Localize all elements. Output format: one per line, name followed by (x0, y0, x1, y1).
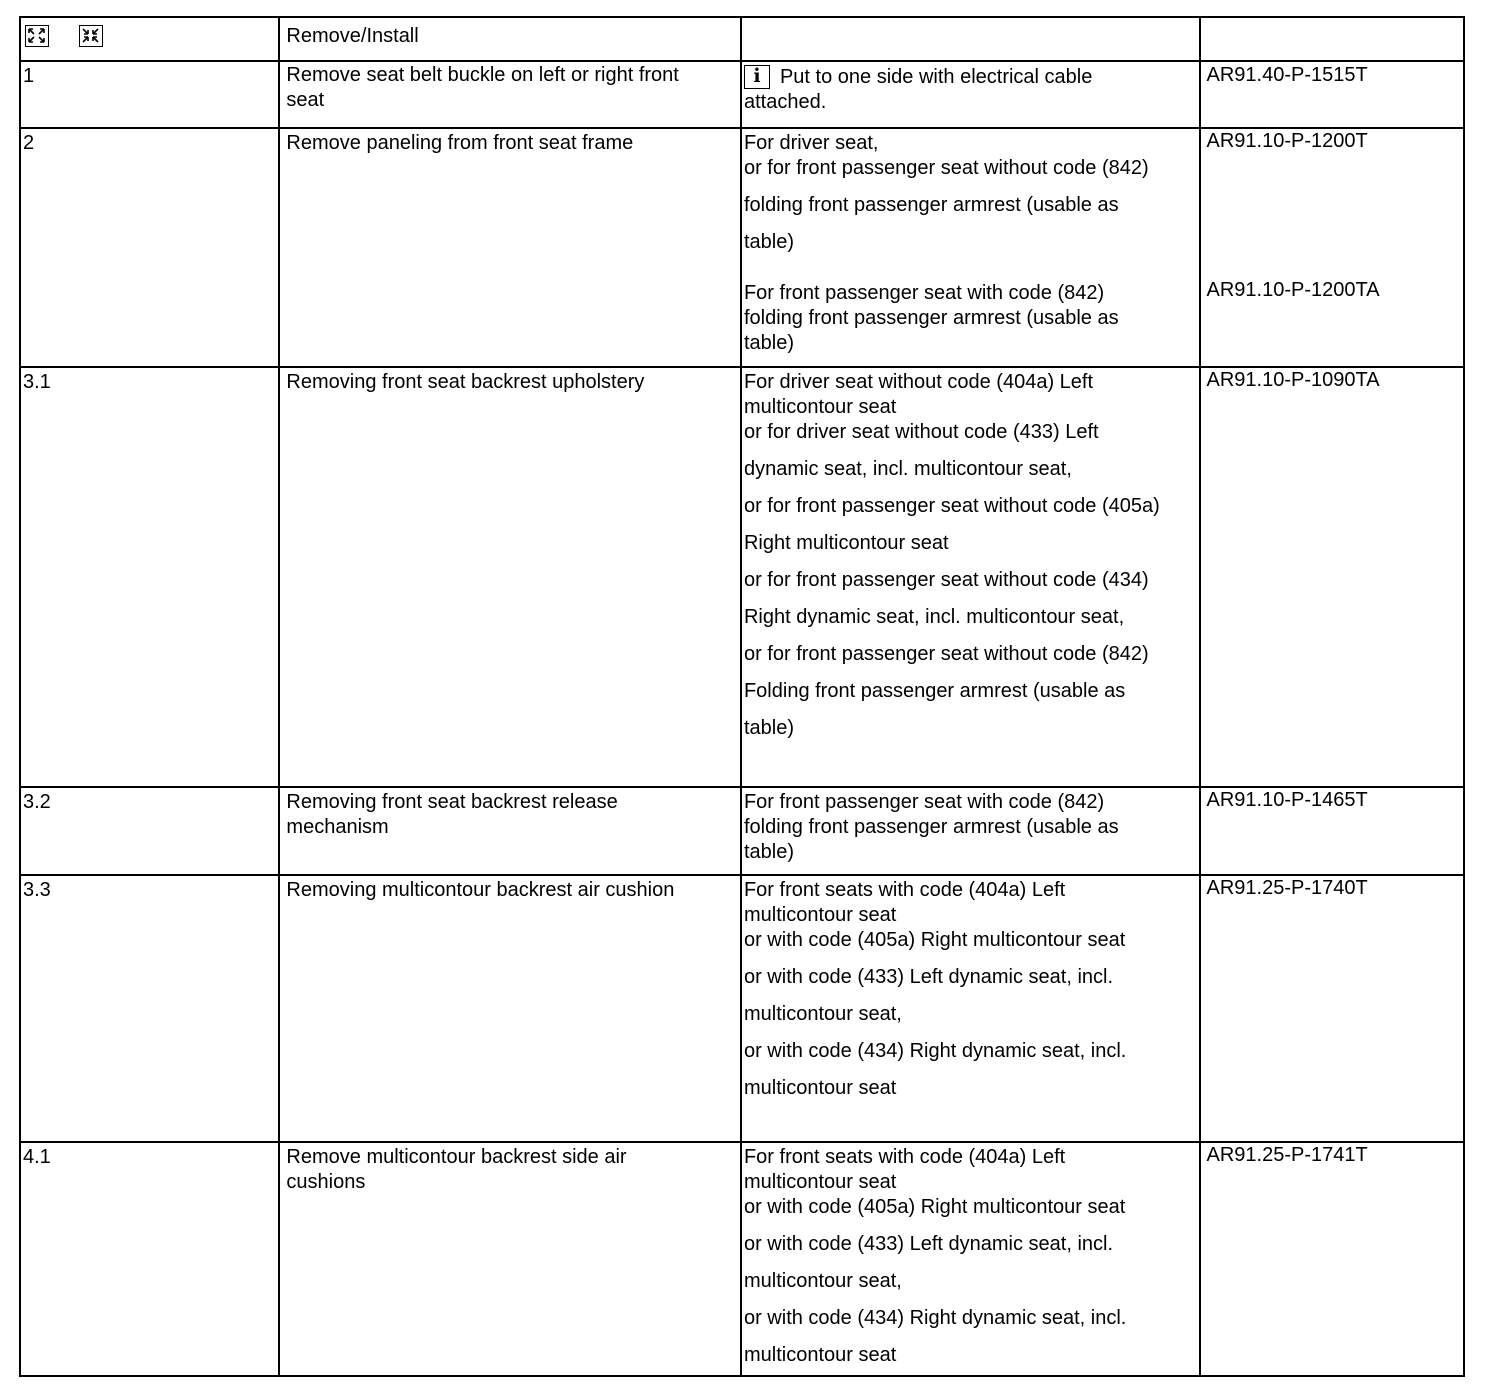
reference-link[interactable]: AR91.10-P-1200TA (1206, 279, 1380, 301)
condition-line: multicontour seat, (743, 1270, 902, 1292)
condition-line: or with code (434) Right dynamic seat, incl. (743, 1040, 1127, 1062)
task-line: Remove paneling from front seat frame (286, 132, 634, 154)
header-icons-cell (20, 17, 279, 61)
reference-link[interactable]: AR91.10-P-1090TA (1206, 369, 1380, 391)
condition-line: or with code (433) Left dynamic seat, incl. (743, 966, 1114, 988)
condition-line: or for front passenger seat without code (842) (743, 643, 1149, 665)
reference-link[interactable]: AR91.40-P-1515T (1206, 64, 1368, 86)
condition-line: table) (743, 231, 794, 253)
expand-icon[interactable] (25, 25, 49, 47)
reference-cell (1200, 875, 1465, 1142)
condition-line: or with code (405a) Right multicontour seat (743, 929, 1126, 951)
condition-line: or with code (434) Right dynamic seat, incl. (743, 1307, 1127, 1329)
reference-link[interactable]: AR91.25-P-1741T (1206, 1144, 1368, 1166)
condition-line: table) (743, 841, 794, 863)
condition-line: For front seats with code (404a) Left (743, 1146, 1066, 1168)
condition-cell (741, 367, 1200, 787)
condition-line: Right multicontour seat (743, 532, 949, 554)
condition-line: For driver seat without code (404a) Left (743, 371, 1094, 393)
task-line: seat (286, 89, 325, 111)
header-empty-cell (1200, 17, 1465, 61)
task-line: Removing multicontour backrest air cushion (286, 879, 675, 901)
reference-link[interactable]: AR91.10-P-1200T (1206, 130, 1368, 152)
step-number: 4.1 (20, 1142, 279, 1376)
reference-link[interactable]: AR91.25-P-1740T (1206, 877, 1368, 899)
task-line: cushions (286, 1171, 366, 1193)
step-number: 2 (20, 128, 279, 367)
step-number: 3.1 (20, 367, 279, 787)
reference-cell (1200, 1142, 1465, 1376)
condition-line: For front passenger seat with code (842) (743, 791, 1105, 813)
condition-line: multicontour seat (743, 1077, 897, 1099)
reference-cell (1200, 61, 1465, 128)
condition-line: folding front passenger armrest (usable as (743, 816, 1119, 838)
table-row (20, 875, 1464, 1142)
condition-line: multicontour seat, (743, 1003, 902, 1025)
step-number: 3.3 (20, 875, 279, 1142)
header-row (20, 17, 1464, 61)
info-icon: i (744, 65, 770, 89)
condition-line: multicontour seat (743, 904, 897, 926)
task-cell (279, 367, 741, 787)
task-cell (279, 61, 741, 128)
task-cell (279, 875, 741, 1142)
condition-line: table) (743, 332, 794, 354)
task-line: Removing front seat backrest upholstery (286, 371, 645, 393)
condition-line: dynamic seat, incl. multicontour seat, (743, 458, 1072, 480)
task-line: Removing front seat backrest release (286, 791, 618, 813)
header-empty-cell (741, 17, 1200, 61)
condition-line: multicontour seat (743, 396, 897, 418)
condition-line: or for front passenger seat without code (842) (743, 157, 1149, 179)
condition-line: multicontour seat (743, 1344, 897, 1366)
condition-line: For front seats with code (404a) Left (743, 879, 1066, 901)
reference-cell (1200, 367, 1465, 787)
task-cell (279, 1142, 741, 1376)
condition-line: or with code (433) Left dynamic seat, incl. (743, 1233, 1114, 1255)
condition-cell (741, 61, 1200, 128)
condition-cell (741, 875, 1200, 1142)
condition-line (744, 65, 1199, 90)
reference-cell (1200, 128, 1465, 367)
condition-line: For driver seat, (743, 132, 879, 154)
condition-line: Folding front passenger armrest (usable as (743, 680, 1126, 702)
condition-cell (741, 1142, 1200, 1376)
condition-line: or for front passenger seat without code (405a) (743, 495, 1160, 517)
task-cell (279, 787, 741, 875)
header-title: Remove/Install (279, 17, 741, 61)
task-line: mechanism (286, 816, 389, 838)
condition-line: attached. (743, 91, 827, 113)
condition-line: Right dynamic seat, incl. multicontour seat, (743, 606, 1125, 628)
table-row (20, 1142, 1464, 1376)
task-line: Remove seat belt buckle on left or right front (286, 64, 679, 86)
condition-cell (741, 787, 1200, 875)
condition-line: or for driver seat without code (433) Left (743, 421, 1099, 443)
reference-link[interactable]: AR91.10-P-1465T (1206, 789, 1368, 811)
procedure-table (19, 16, 1465, 1377)
condition-line: folding front passenger armrest (usable as (743, 307, 1119, 329)
table-row (20, 128, 1464, 367)
condition-line: For front passenger seat with code (842) (743, 282, 1105, 304)
task-cell (279, 128, 741, 367)
table-row (20, 367, 1464, 787)
condition-text: Put to one side with electrical cable (779, 66, 1093, 88)
step-number: 3.2 (20, 787, 279, 875)
step-number: 1 (20, 61, 279, 128)
table-row (20, 61, 1464, 128)
condition-line: or with code (405a) Right multicontour seat (743, 1196, 1126, 1218)
collapse-icon[interactable] (79, 25, 103, 47)
task-line: Remove multicontour backrest side air (286, 1146, 627, 1168)
reference-cell (1200, 787, 1465, 875)
condition-line: table) (743, 717, 794, 739)
table-row (20, 787, 1464, 875)
condition-line: multicontour seat (743, 1171, 897, 1193)
condition-line: folding front passenger armrest (usable as (743, 194, 1119, 216)
condition-cell (741, 128, 1200, 367)
condition-line: or for front passenger seat without code (434) (743, 569, 1149, 591)
